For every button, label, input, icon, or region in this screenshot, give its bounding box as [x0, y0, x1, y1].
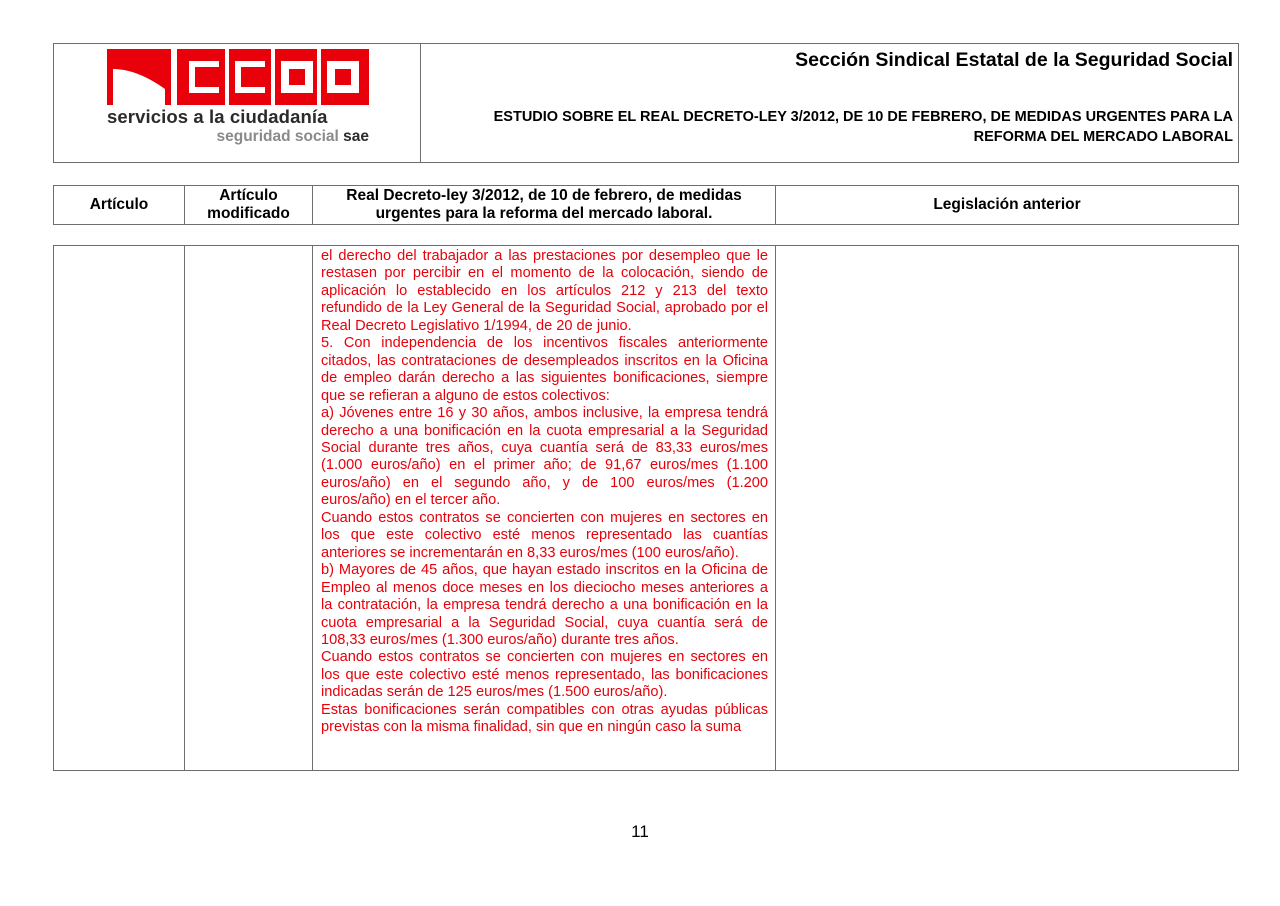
page-number: 11 — [631, 822, 649, 841]
column-header-row — [53, 185, 1239, 225]
paragraph: Cuando estos contratos se concierten con mujeres en sectores en los que este colectivo esté menos representado, las bonificaciones indicadas serán de 125 euros/mes (1.500 euros/año). — [321, 649, 768, 701]
cell-legislacion-anterior — [776, 246, 1238, 770]
content-table — [53, 245, 1239, 771]
paragraph: a) Jóvenes entre 16 y 30 años, ambos inclusive, la empresa tendrá derecho a una bonificación en la cuota empresarial a la Seguridad Social durante tres años, cuya cuantía será de 83,33 euros/mes (1.000 euros/año) en el primer año; de 91,67 euros/mes (1.100 euros/año) en el segundo año, y de 100 euros/mes (1.200 euros/año) en el tercer año. — [321, 405, 768, 509]
column-header-articulo-modificado: Artículo modificado — [185, 186, 313, 224]
section-title: Sección Sindical Estatal de la Seguridad Social — [795, 49, 1233, 71]
document-header — [53, 43, 1239, 163]
paragraph: 5. Con independencia de los incentivos fiscales anteriormente citados, las contrataciones de desempleados inscritos en la Oficina de empleo darán derecho a las siguientes bonificaciones, siempre que se refieran a alguno de estos colectivos: — [321, 335, 768, 404]
cell-articulo-modificado — [185, 246, 313, 770]
paragraph: Estas bonificaciones serán compatibles con otras ayudas públicas previstas con la misma finalidad, sin que en ningún caso la suma — [321, 701, 768, 736]
study-subtitle: ESTUDIO SOBRE EL REAL DECRETO-LEY 3/2012, DE 10 DE FEBRERO, DE MEDIDAS URGENTES PARA LA REFORMA DEL MERCADO LABORAL — [493, 109, 1233, 145]
column-header-real-decreto: Real Decreto-ley 3/2012, de 10 de febrero, de medidas urgentes para la reforma del mercado laboral. — [313, 186, 776, 224]
logo-cell — [54, 44, 421, 162]
paragraph: Cuando estos contratos se concierten con mujeres en sectores en los que este colectivo esté menos representado las cuantías anteriores se incrementarán en 8,33 euros/mes (100 euros/año). — [321, 509, 768, 561]
paragraph: b) Mayores de 45 años, que hayan estado inscritos en la Oficina de Empleo al menos doce meses en los dieciocho meses anteriores a la contratación, la empresa tendrá derecho a una bonificación en la cuota empresarial a la Seguridad Social, cuya cuantía será de 108,33 euros/mes (1.300 euros/año) durante tres años. — [321, 562, 768, 648]
ccoo-logo — [107, 49, 369, 105]
column-header-legislacion-anterior: Legislación anterior — [933, 196, 1081, 213]
paragraph: el derecho del trabajador a las prestaciones por desempleo que le restasen por percibir en el momento de la colocación, siendo de aplicación lo establecido en los artículos 212 y 213 del texto refundido de la Ley General de la Seguridad Social, aprobado por el Real Decreto Legislativo 1/1994, de 20 de junio. — [321, 248, 768, 334]
logo-tagline: servicios a la ciudadanía — [107, 106, 328, 127]
logo-subtagline: seguridad social sae — [216, 128, 369, 145]
header-text-cell — [421, 44, 1238, 162]
column-header-articulo: Artículo — [54, 186, 185, 224]
cell-real-decreto-text — [313, 246, 776, 770]
cell-articulo — [54, 246, 185, 770]
